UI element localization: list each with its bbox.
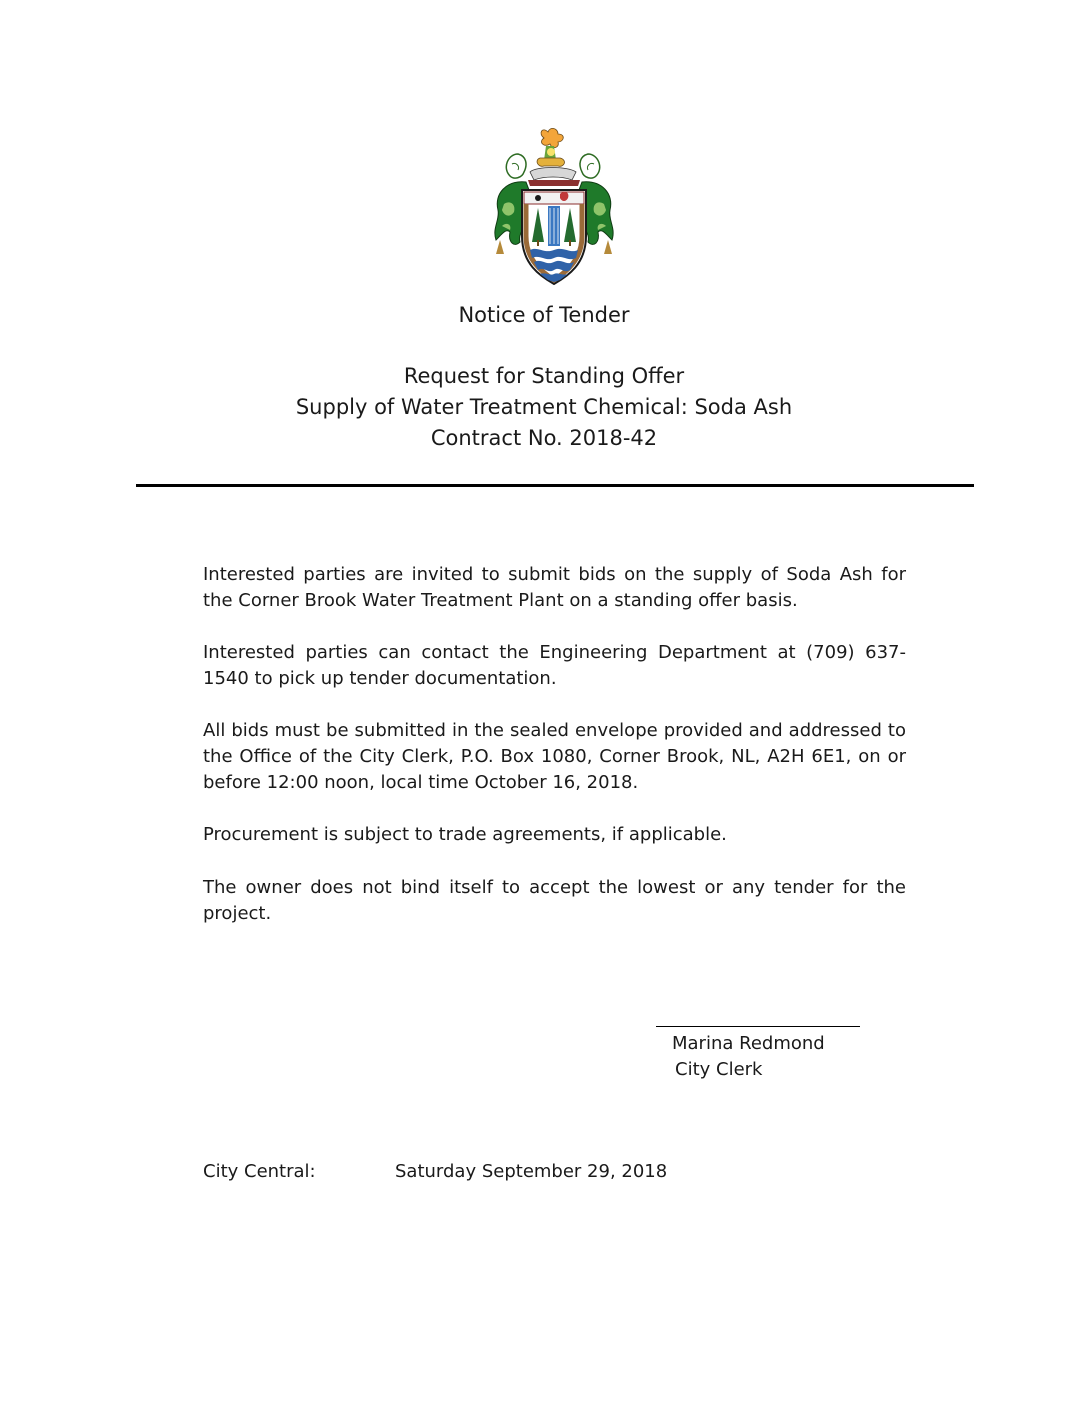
body-paragraph-contact: Interested parties can contact the Engineering Department at (709) 637-1540 to pick up tender documentation.	[203, 642, 906, 689]
signatory-name: Marina Redmond	[672, 1033, 825, 1054]
request-title: Request for Standing Offer	[403, 364, 685, 388]
publication-label: City Central:	[203, 1161, 316, 1182]
body-paragraph-procurement: Procurement is subject to trade agreements, if applicable.	[203, 824, 727, 845]
contract-number: Contract No. 2018-42	[430, 426, 658, 450]
supply-title: Supply of Water Treatment Chemical: Soda Ash	[295, 395, 793, 419]
body-paragraph-invitation: Interested parties are invited to submit bids on the supply of Soda Ash for the Corner Brook Water Treatment Plant on a standing offer basis.	[203, 564, 906, 611]
body-paragraph-submission: All bids must be submitted in the sealed envelope provided and addressed to the Office of the City Clerk, P.O. Box 1080, Corner Brook, NL, A2H 6E1, on or before 12:00 noon, local time October 16, 2018.	[203, 720, 906, 793]
signatory-title: City Clerk	[675, 1059, 763, 1080]
body-paragraph-disclaimer: The owner does not bind itself to accept the lowest or any tender for the project.	[203, 877, 906, 924]
notice-title: Notice of Tender	[458, 303, 630, 327]
publication-date: Saturday September 29, 2018	[395, 1161, 668, 1182]
city-coat-of-arms-logo	[488, 124, 620, 292]
header-divider	[136, 484, 974, 487]
signature-line	[656, 1026, 860, 1027]
